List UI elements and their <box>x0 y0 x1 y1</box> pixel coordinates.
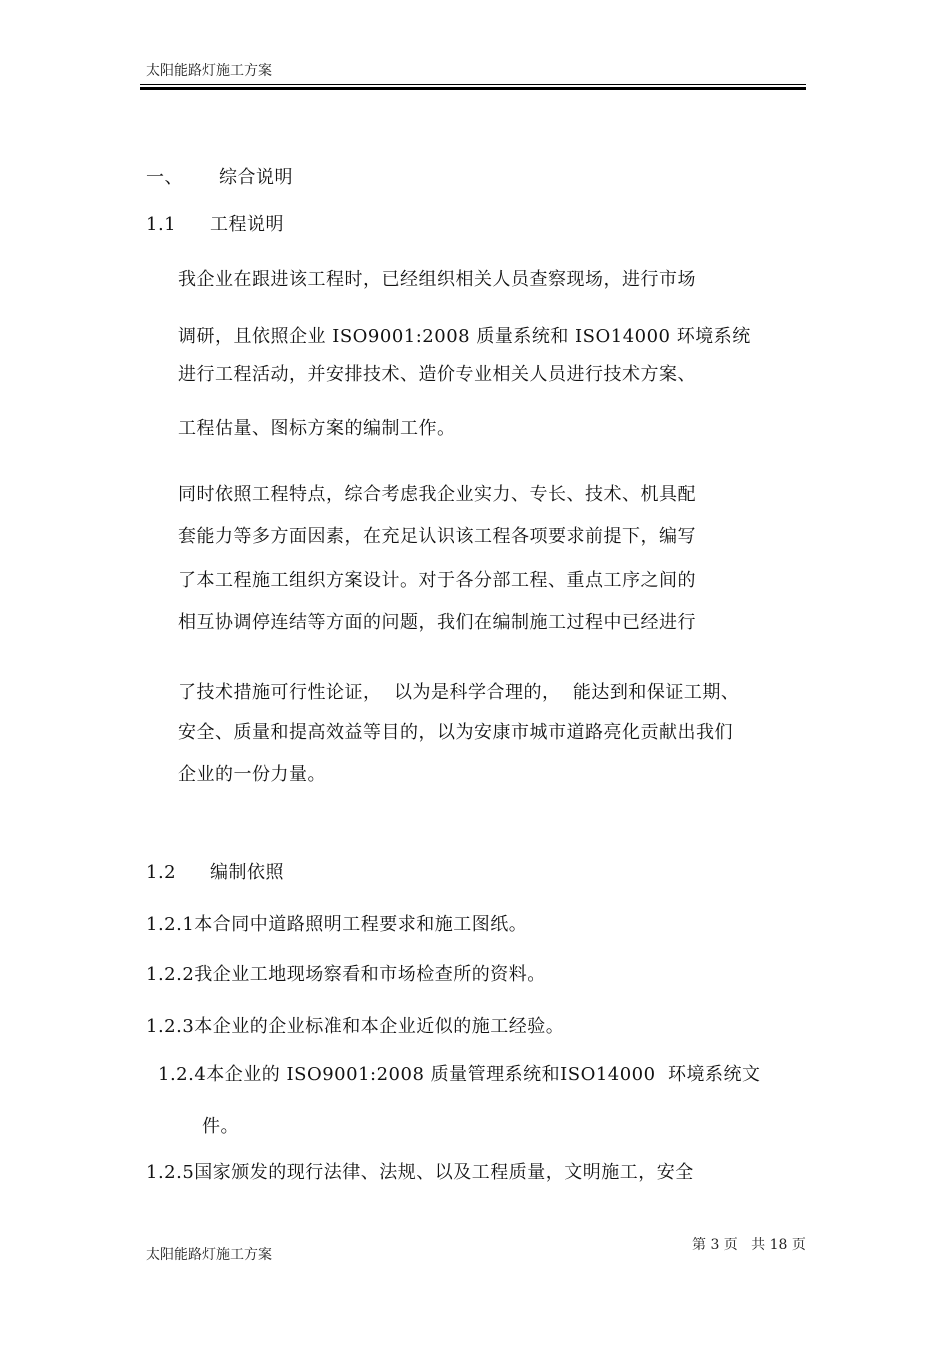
paragraph-line: 了本工程施工组织方案设计。对于各分部工程、重点工序之间的 <box>178 570 696 591</box>
list-item: 1.2.4本企业的 ISO9001:2008 质量管理系统和ISO14000 环境系统文 <box>158 1064 761 1085</box>
paragraph-line: 套能力等多方面因素，在充足认识该工程各项要求前提下，编写 <box>178 526 696 547</box>
section-heading <box>146 163 293 189</box>
list-item: 1.2.2我企业工地现场察看和市场检查所的资料。 <box>146 964 546 985</box>
header-title: 太阳能路灯施工方案 <box>146 63 272 79</box>
subsection-heading <box>146 210 284 236</box>
section-title: 综合说明 <box>219 167 293 188</box>
subsection-number: 1.2 <box>146 862 177 883</box>
paragraph-line: 了技术措施可行性论证， 以为是科学合理的， 能达到和保证工期、 <box>178 682 740 703</box>
list-item-continuation: 件。 <box>202 1116 239 1137</box>
list-item: 1.2.3本企业的企业标准和本企业近似的施工经验。 <box>146 1016 565 1037</box>
footer-title: 太阳能路灯施工方案 <box>146 1247 272 1263</box>
page-number: 第 3 页 共 18 页 <box>692 1237 806 1253</box>
list-item: 1.2.1本合同中道路照明工程要求和施工图纸。 <box>146 914 528 935</box>
header-rule-thin <box>140 84 806 85</box>
paragraph-line: 安全、质量和提高效益等目的，以为安康市城市道路亮化贡献出我们 <box>178 722 733 743</box>
paragraph-line: 同时依照工程特点，综合考虑我企业实力、专长、技术、机具配 <box>178 484 696 505</box>
header-rule-thick <box>140 87 806 90</box>
subsection-title: 工程说明 <box>210 214 284 235</box>
section-number: 一、 <box>146 167 183 188</box>
paragraph-line: 企业的一份力量。 <box>178 764 326 785</box>
paragraph-line: 相互协调停连结等方面的问题，我们在编制施工过程中已经进行 <box>178 612 696 633</box>
paragraph-line: 进行工程活动，并安排技术、造价专业相关人员进行技术方案、 <box>178 364 696 385</box>
subsection-title: 编制依照 <box>210 862 284 883</box>
paragraph-line: 调研，且依照企业 ISO9001:2008 质量系统和 ISO14000 环境系统 <box>178 326 751 347</box>
paragraph-line: 工程估量、图标方案的编制工作。 <box>178 418 456 439</box>
paragraph-line: 我企业在跟进该工程时，已经组织相关人员查察现场，进行市场 <box>178 269 696 290</box>
subsection-number: 1.1 <box>146 214 177 235</box>
list-item: 1.2.5国家颁发的现行法律、法规、以及工程质量，文明施工，安全 <box>146 1162 694 1183</box>
subsection-heading <box>146 858 284 884</box>
